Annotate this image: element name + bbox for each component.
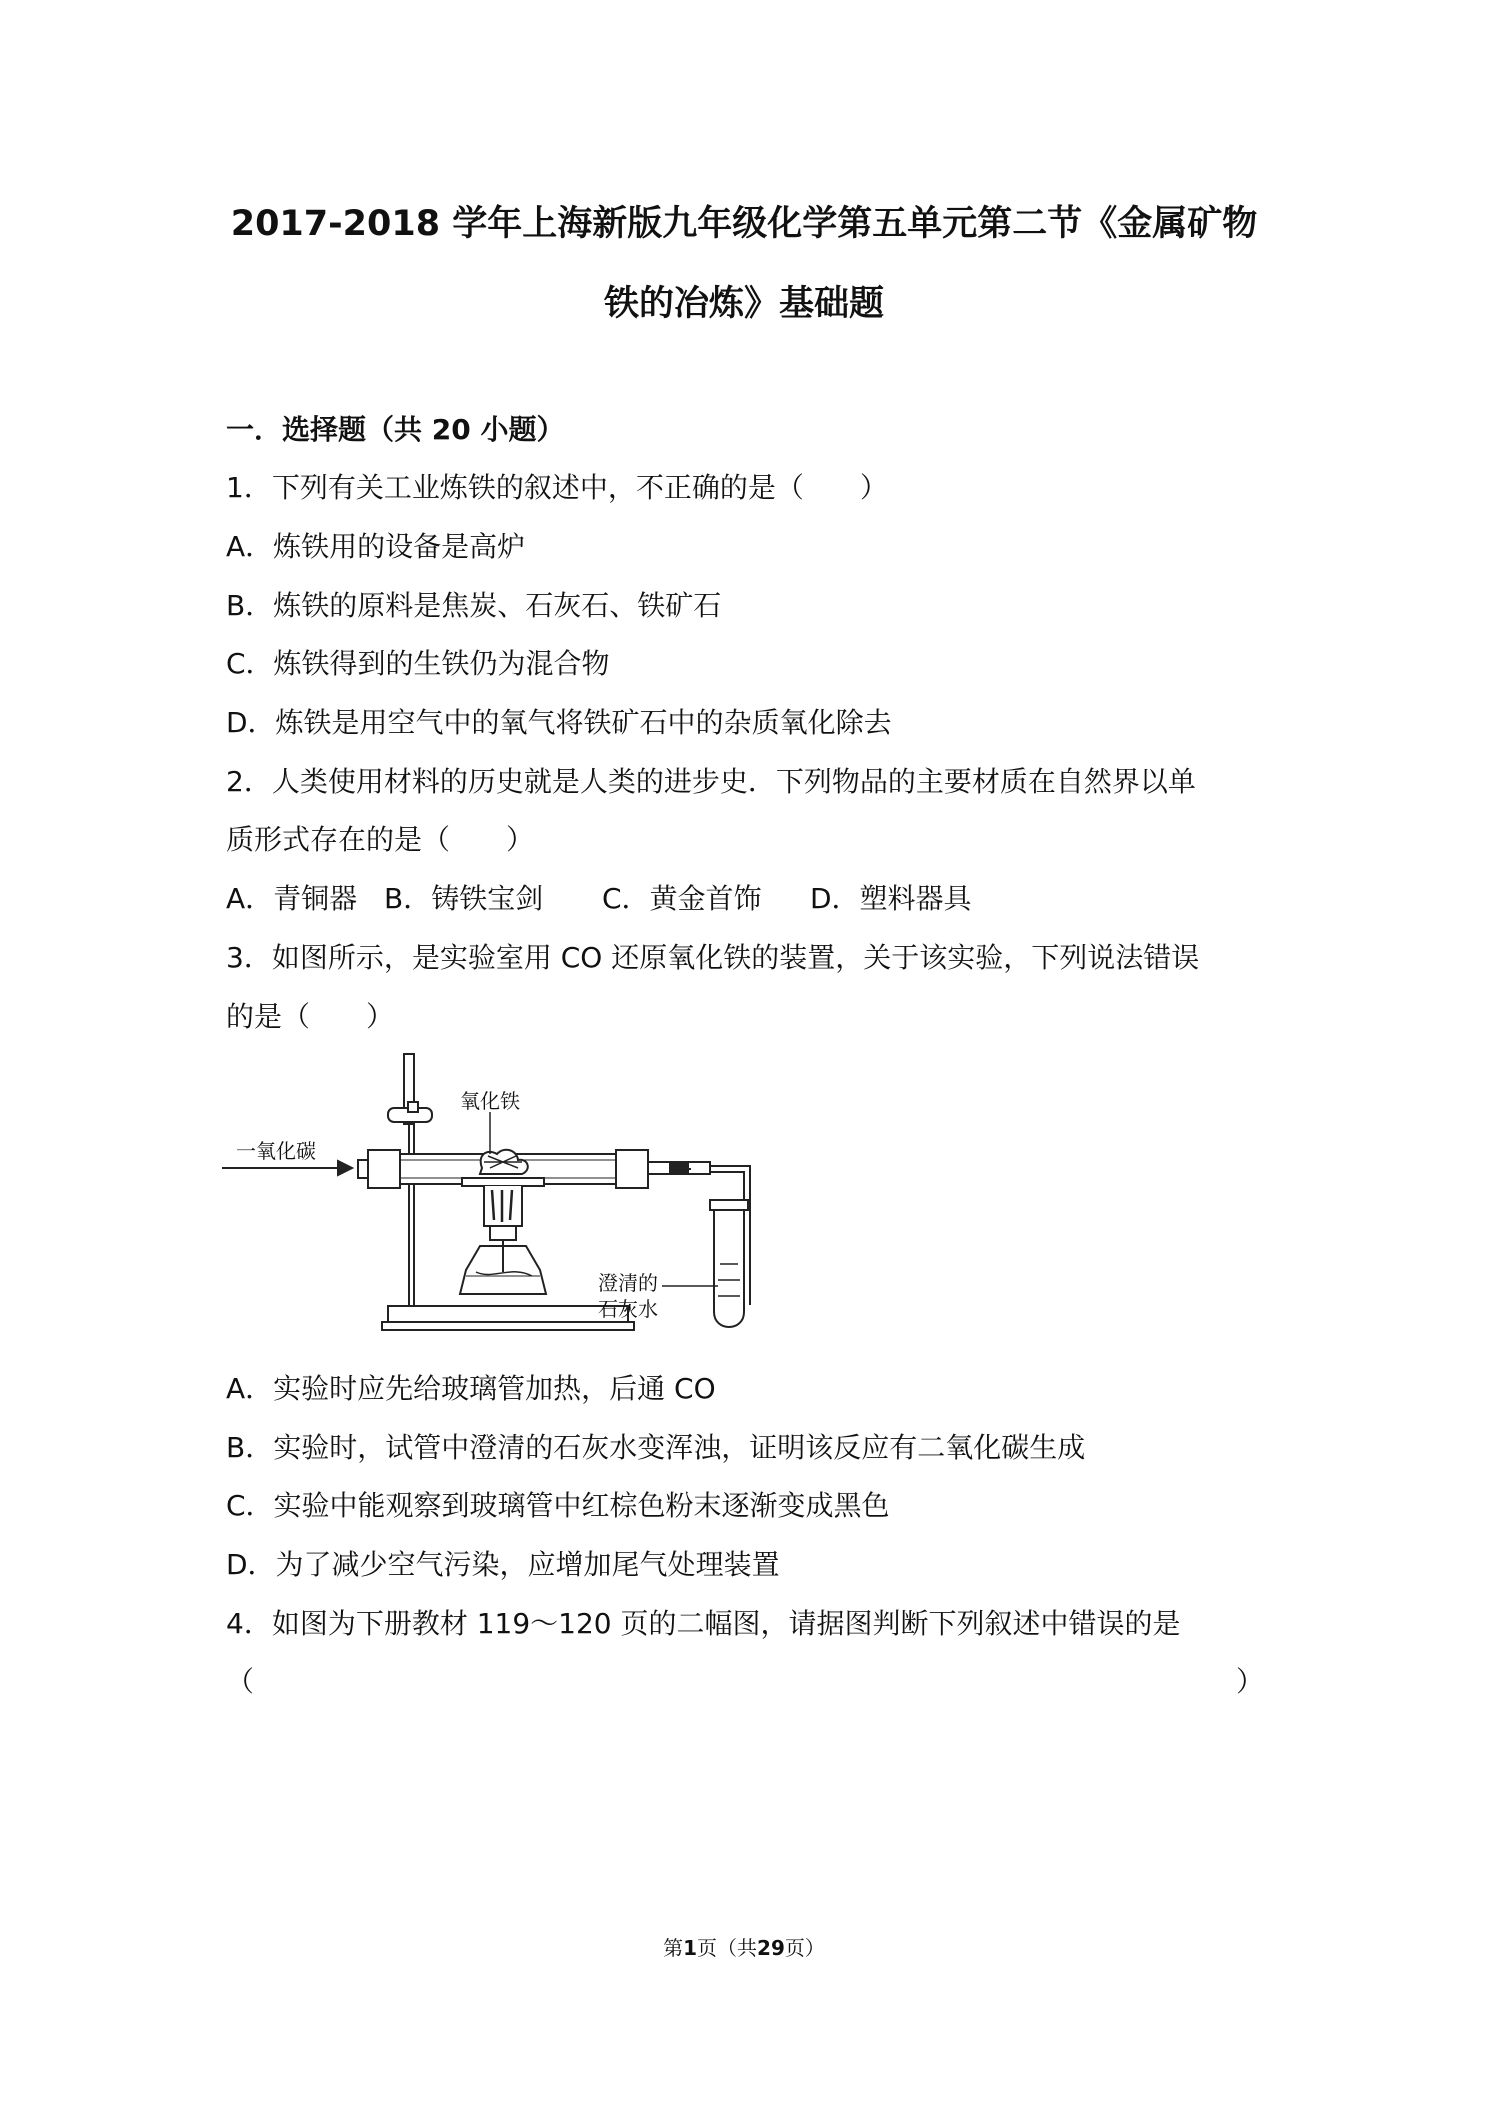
footer-mid: 页（共 [697, 1936, 758, 1960]
label-co: 一氧化碳 [236, 1139, 316, 1163]
q4-stem-line1: 4．如图为下册教材 119～120 页的二幅图，请据图判断下列叙述中错误的是 [226, 1607, 1181, 1640]
label-limewater-2: 石灰水 [598, 1297, 658, 1321]
stopper-right [616, 1150, 648, 1188]
lamp-wick [490, 1226, 516, 1240]
q2-option-b: B．铸铁宝剑 [384, 882, 544, 915]
q3-option-b: B．实验时，试管中澄清的石灰水变浑浊，证明该反应有二氧化碳生成 [226, 1431, 1086, 1464]
q3-option-a: A．实验时应先给玻璃管加热，后通 CO [226, 1372, 716, 1405]
document-title-line1: 2017-2018 学年上海新版九年级化学第五单元第二节《金属矿物 [230, 204, 1258, 244]
page-footer [0, 1932, 1488, 1961]
q3-stem-line1: 3．如图所示，是实验室用 CO 还原氧化铁的装置，关于该实验，下列说法错误 [226, 941, 1200, 974]
q3-option-c: C．实验中能观察到玻璃管中红棕色粉末逐渐变成黑色 [226, 1489, 890, 1522]
document-title-line2: 铁的冶炼》基础题 [603, 284, 884, 324]
q4-paren-left: （ [226, 1665, 255, 1698]
footer-pre: 第 [663, 1936, 684, 1960]
co-reduction-apparatus-figure [222, 1050, 762, 1350]
section-heading: 一．选择题（共 20 小题） [226, 413, 565, 446]
q2-option-d: D．塑料器具 [810, 882, 972, 915]
q2-options [226, 877, 972, 917]
q3-stem-line2: 的是（ ） [226, 1000, 395, 1033]
q3-option-d: D．为了减少空气污染，应增加尾气处理装置 [226, 1548, 780, 1581]
q1-option-b: B．炼铁的原料是焦炭、石灰石、铁矿石 [226, 589, 722, 622]
footer-total-pages: 29 [757, 1936, 785, 1960]
q1-stem: 1．下列有关工业炼铁的叙述中，不正确的是（ ） [226, 471, 888, 504]
label-limewater-1: 澄清的 [598, 1271, 658, 1295]
footer-page-number: 1 [683, 1936, 698, 1960]
q2-stem-line1: 2．人类使用材料的历史就是人类的进步史．下列物品的主要材质在自然界以单 [226, 765, 1196, 798]
footer-post: 页） [784, 1936, 825, 1960]
q1-option-d: D．炼铁是用空气中的氧气将铁矿石中的杂质氧化除去 [226, 706, 892, 739]
test-tube [714, 1208, 744, 1327]
label-iron-oxide: 氧化铁 [460, 1089, 520, 1113]
q4-paren-right: ） [1236, 1665, 1265, 1698]
q1-option-a: A．炼铁用的设备是高炉 [226, 530, 526, 563]
q2-stem-line2: 质形式存在的是（ ） [226, 823, 535, 856]
stopper-left [368, 1150, 400, 1188]
q2-option-c: C．黄金首饰 [602, 882, 762, 915]
q2-option-a: A．青铜器 [226, 882, 358, 915]
stand-base [388, 1306, 628, 1322]
q1-option-c: C．炼铁得到的生铁仍为混合物 [226, 647, 610, 680]
